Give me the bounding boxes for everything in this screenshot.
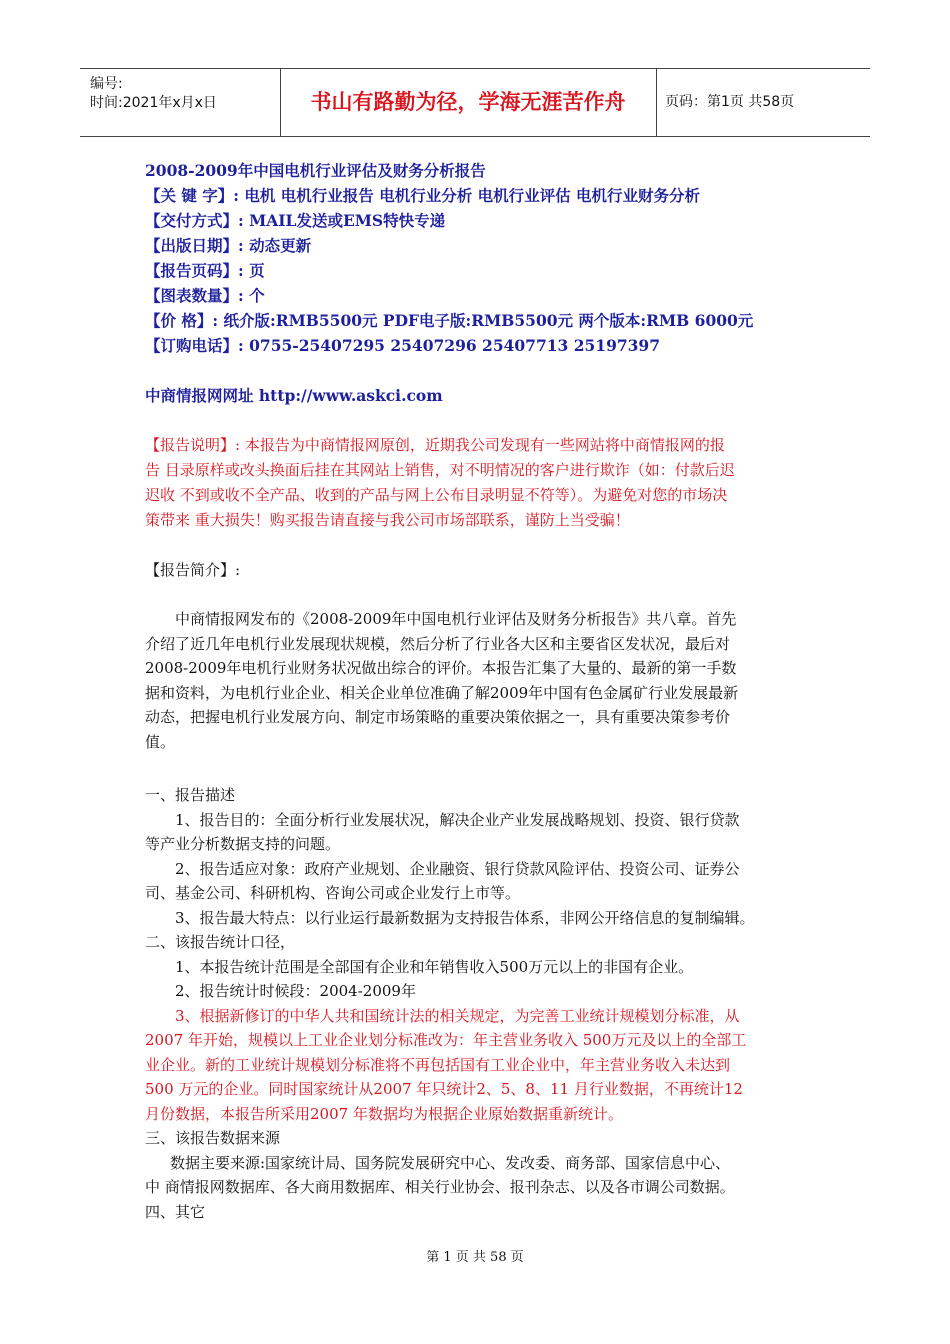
section-item: 中 商情报网数据库、各大商用数据库、相关行业协会、报刊杂志、以及各市调公司数据。 — [145, 1178, 735, 1196]
report-charts: 【图表数量】: 个 — [145, 286, 265, 305]
header-motto: 书山有路勤为径，学海无涯苦作舟 — [310, 90, 626, 114]
notice-line: 【报告说明】: 本报告为中商情报网原创，近期我公司发现有一些网站将中商情报网的报 — [145, 436, 725, 454]
section-item: 司、基金公司、科研机构、咨询公司或企业发行上市等。 — [145, 884, 521, 902]
section-item: 数据主要来源:国家统计局、国务院发展研究中心、发改委、商务部、国家信息中心、 — [170, 1153, 731, 1172]
section-item-highlight: 月份数据，本报告所采用2007 年数据均为根据企业原始数据重新统计。 — [145, 1104, 623, 1123]
document-date-label: 时间:2021年x月x日 — [90, 95, 217, 111]
report-notice — [145, 433, 825, 533]
report-price: 【价 格】: 纸介版:RMB5500元 PDF电子版:RMB5500元 两个版本:RMB 6000元 — [145, 311, 754, 330]
intro-body — [145, 607, 825, 754]
notice-line: 策带来 重大损失！购买报告请直接与我公司市场部联系，谨防上当受骗！ — [145, 511, 630, 529]
page-header — [80, 68, 870, 137]
section-item: 1、报告目的：全面分析行业发展状况，解决企业产业发展战略规划、投资、银行贷款 — [175, 810, 740, 829]
report-info — [145, 158, 825, 358]
report-phone: 【订购电话】: 0755-25407295 25407296 25407713 25197397 — [145, 336, 660, 355]
intro-line: 介绍了近几年电机行业发展现状规模，然后分析了行业各大区和主要省区发状况，最后对 — [145, 634, 731, 653]
report-keywords: 【关 键 字】: 电机 电机行业报告 电机行业分析 电机行业评估 电机行业财务分析 — [145, 186, 700, 205]
section-item-highlight: 2007 年开始，规模以上工业企业划分标准改为：年主营业务收入 500万元及以上的全部工 — [145, 1031, 747, 1049]
page-footer: 第 1 页 共 58 页 — [426, 1250, 524, 1265]
intro-line: 值。 — [145, 732, 176, 751]
section-title: 三、该报告数据来源 — [145, 1129, 281, 1147]
intro-line: 2008-2009年电机行业财务状况做出综合的评价。本报告汇集了大量的、最新的第一手数 — [145, 659, 737, 677]
intro-heading-text: 【报告简介】: — [145, 561, 241, 579]
report-title: 2008-2009年中国电机行业评估及财务分析报告 — [145, 161, 486, 180]
section-item: 等产业分析数据支持的问题。 — [145, 835, 341, 853]
report-delivery: 【交付方式】: MAIL发送或EMS特快专递 — [145, 211, 446, 230]
section-title: 一、报告描述 — [145, 786, 236, 804]
report-pages: 【报告页码】: 页 — [145, 261, 265, 280]
section-item: 3、报告最大特点：以行业运行最新数据为支持报告体系，非网公开络信息的复制编辑。 — [175, 908, 755, 927]
section-item: 1、本报告统计范围是全部国有企业和年销售收入500万元以上的非国有企业。 — [175, 957, 694, 976]
section-title: 四、其它 — [145, 1202, 206, 1221]
document-number-label: 编号: — [90, 76, 123, 92]
notice-line: 迟收 不到或收不全产品、收到的产品与网上公布目录明显不符等）。为避免对您的市场决 — [145, 486, 728, 504]
intro-line: 动态，把握电机行业发展方向、制定市场策略的重要决策依据之一，具有重要决策参考价 — [145, 708, 731, 726]
notice-line: 告 目录原样或改头换面后挂在其网站上销售，对不明情况的客户进行欺诈（如：付款后迟 — [145, 461, 735, 479]
report-sections — [145, 783, 825, 1224]
header-meta — [80, 69, 280, 136]
section-item-highlight: 500 万元的企业。同时国家统计从2007 年只统计2、5、8、11 月行业数据，不再统计12 — [145, 1080, 743, 1098]
report-publish-date: 【出版日期】: 动态更新 — [145, 236, 312, 255]
header-divider — [656, 69, 657, 136]
intro-line: 据和资料，为电机行业企业、相关企业单位准确了解2009年中国有色金属矿行业发展最新 — [145, 683, 739, 702]
intro-line: 中商情报网发布的《2008-2009年中国电机行业评估及财务分析报告》共八章。首先 — [175, 610, 737, 628]
section-item: 2、报告统计时候段：2004-2009年 — [175, 982, 416, 1000]
section-title: 二、该报告统计口径， — [145, 933, 296, 951]
section-item-highlight: 3、根据新修订的中华人共和国统计法的相关规定，为完善工业统计规模划分标准，从 — [175, 1006, 740, 1025]
intro-heading — [145, 558, 825, 583]
header-page-number: 页码：第1页 共58页 — [665, 94, 795, 110]
section-item-highlight: 业企业。新的工业统计规模划分标准将不再包括国有工业企业中，年主营业务收入未达到 — [145, 1055, 731, 1074]
website-link[interactable]: 中商情报网网址 http://www.askci.com — [145, 386, 443, 405]
website-block — [145, 383, 825, 408]
section-item: 2、报告适应对象：政府产业规划、企业融资、银行贷款风险评估、投资公司、证券公 — [175, 859, 740, 878]
